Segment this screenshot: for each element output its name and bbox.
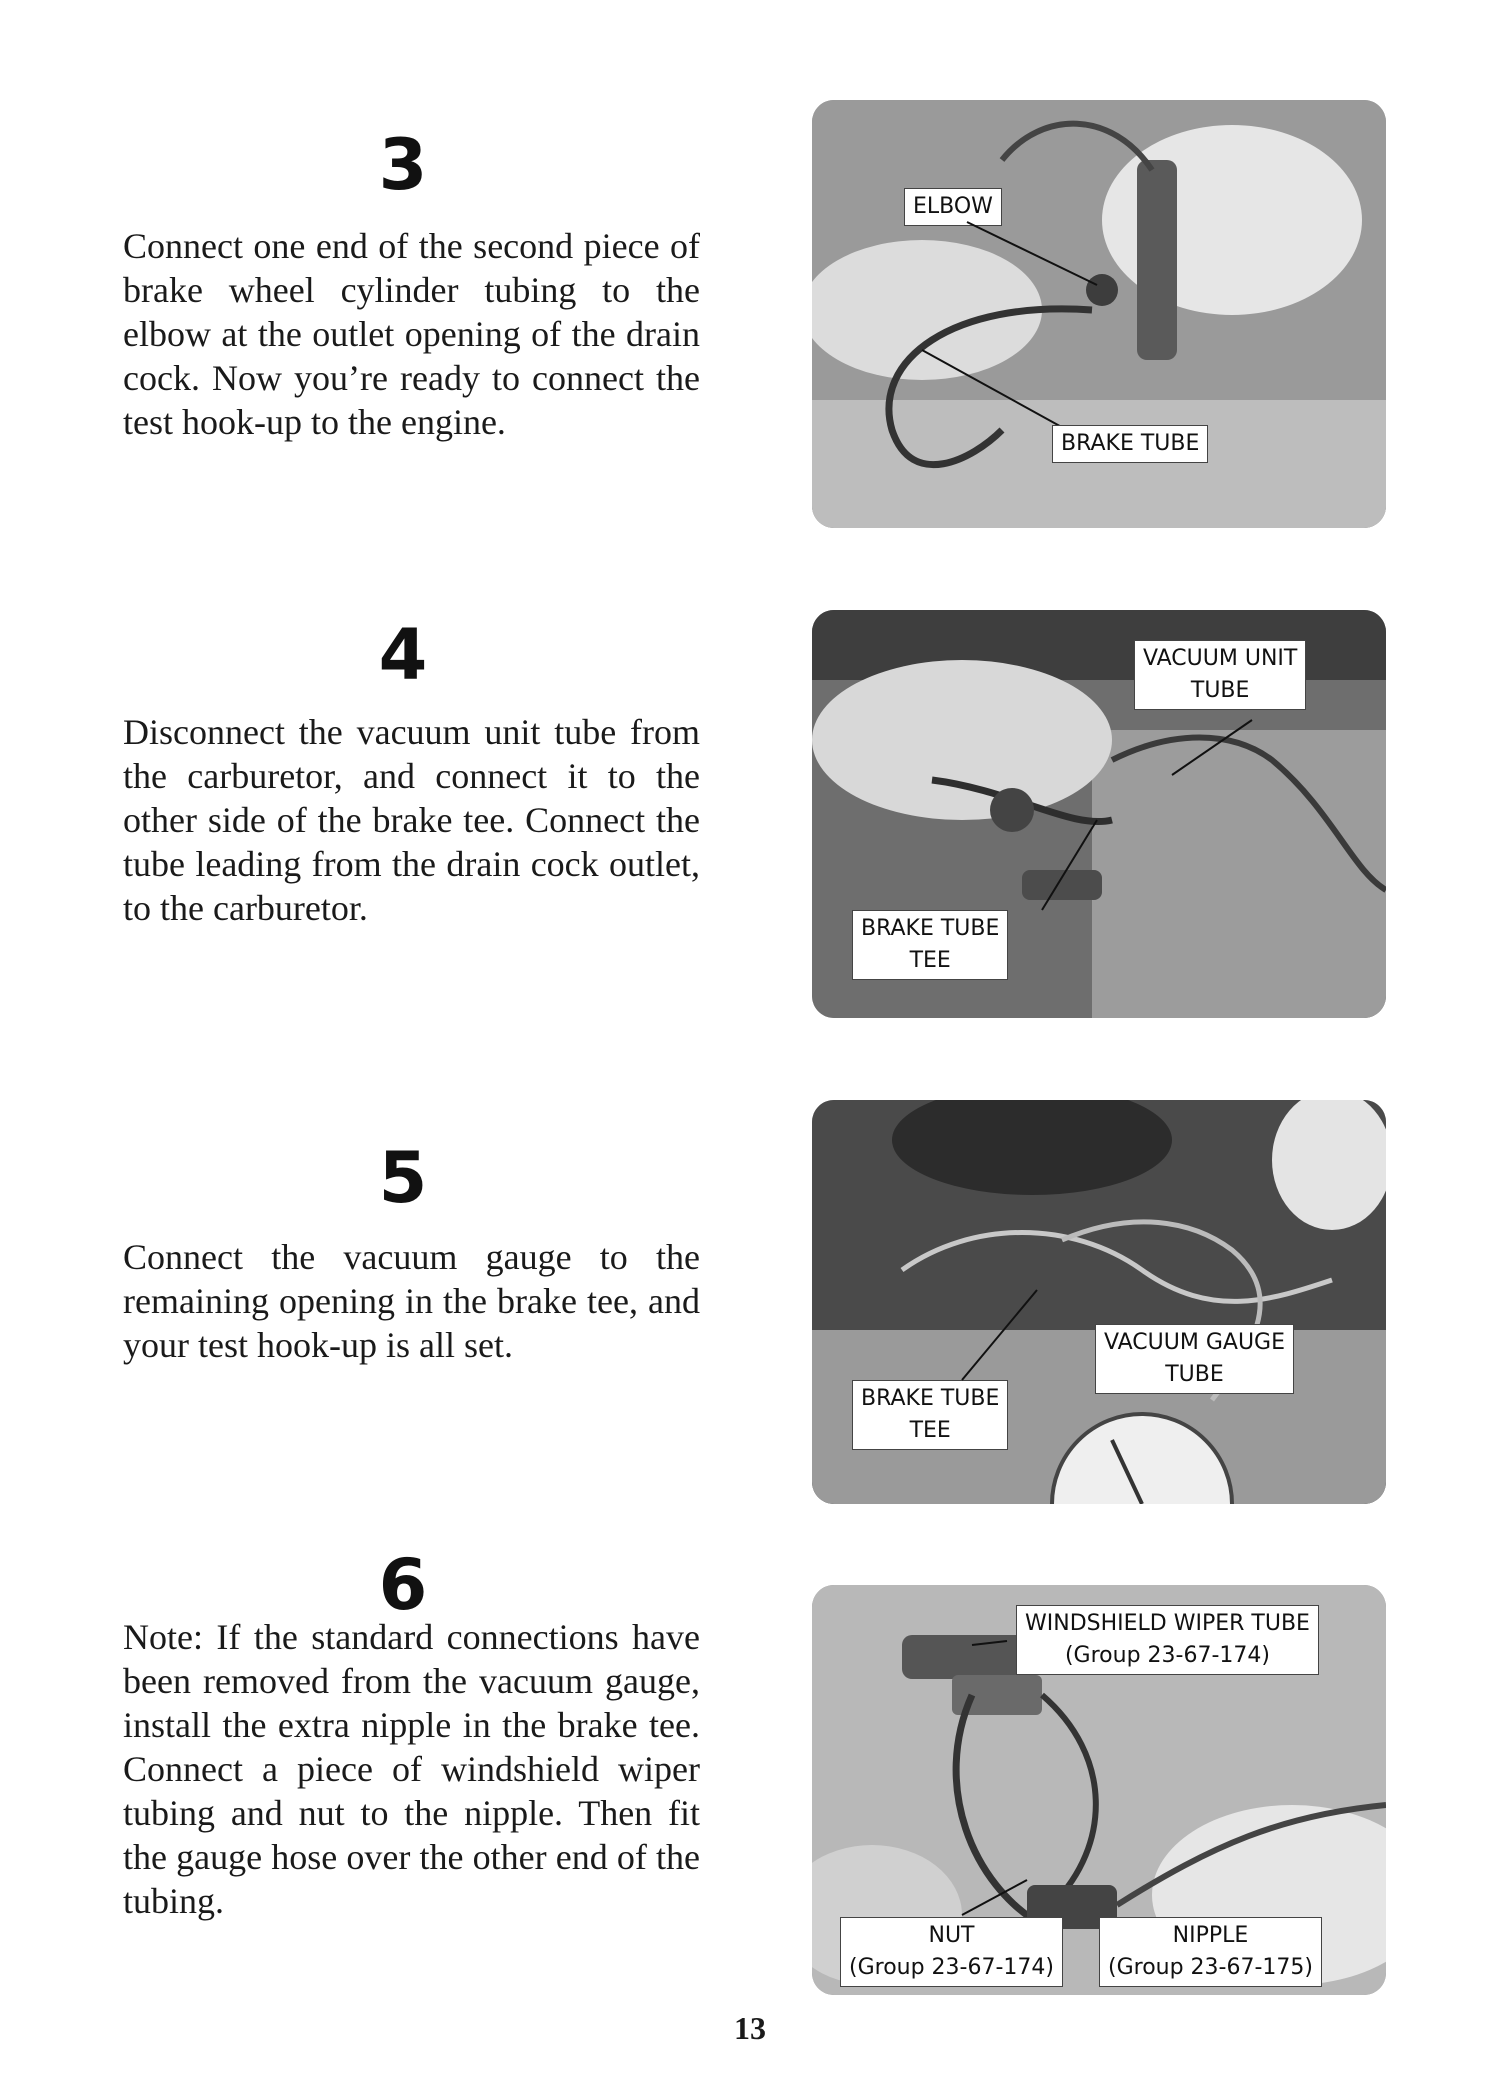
callout-line: NIPPLE [1172, 1923, 1249, 1948]
step-number: 3 [378, 124, 428, 206]
callout-line: VACUUM UNIT [1143, 646, 1298, 671]
callout-line: VACUUM GAUGE [1104, 1330, 1285, 1355]
step-photo [812, 1100, 1386, 1504]
elbow-leader-line [812, 100, 1386, 528]
callout-line: (Group 23-67-174) [1064, 1643, 1270, 1668]
callout-line: BRAKE TUBE [861, 916, 1000, 941]
callout-line: TEE [909, 948, 951, 973]
brake-tube-callout: BRAKE TUBE [1052, 425, 1208, 463]
callout-line: (Group 23-67-175) [1108, 1955, 1313, 1980]
tee-leader-line [812, 1100, 1386, 1504]
step-photo [812, 1585, 1386, 1995]
tee-leader-line [812, 610, 1386, 1018]
callout-line: (Group 23-67-174) [849, 1955, 1054, 1980]
callout-line: TUBE [1165, 1362, 1224, 1387]
page-number: 13 [734, 2010, 766, 2046]
callout-line: BRAKE TUBE [861, 1386, 1000, 1411]
step-instructions: Connect the vacuum gauge to the remaining opening in the brake tee, and your test hook-up is all set. [123, 1237, 700, 1365]
callout-line: NUT [928, 1923, 975, 1948]
step-number: 5 [378, 1137, 428, 1219]
callout-line: TUBE [1190, 678, 1250, 703]
step-photo [812, 610, 1386, 1018]
callout-line: TEE [909, 1418, 951, 1443]
step-instructions: Disconnect the vacuum unit tube from the carburetor, and connect it to the other side of the brake tee. Connect the tube leading from the drain cock outlet, to the carburetor. [123, 712, 700, 928]
callout-line: WINDSHIELD WIPER TUBE [1025, 1611, 1310, 1636]
step-instructions: Connect one end of the second piece of brake wheel cylinder tubing to the elbow at the outlet opening of the drain cock. Now you’re ready to connect the test hook-up to the engine. [123, 226, 700, 442]
step-number: 6 [378, 1544, 428, 1626]
step-instructions: Note: If the standard connections have been removed from the vacuum gauge, install the extra nipple in the brake tee. Connect a piece of windshield wiper tubing and nut to the nipple. Then fit the gauge hose over the other end of the tubing. [123, 1617, 700, 1921]
nut-nipple-leader-lines [812, 1585, 1386, 1995]
step-photo [812, 100, 1386, 528]
step-number: 4 [378, 614, 428, 696]
elbow-callout: ELBOW [904, 188, 1002, 226]
